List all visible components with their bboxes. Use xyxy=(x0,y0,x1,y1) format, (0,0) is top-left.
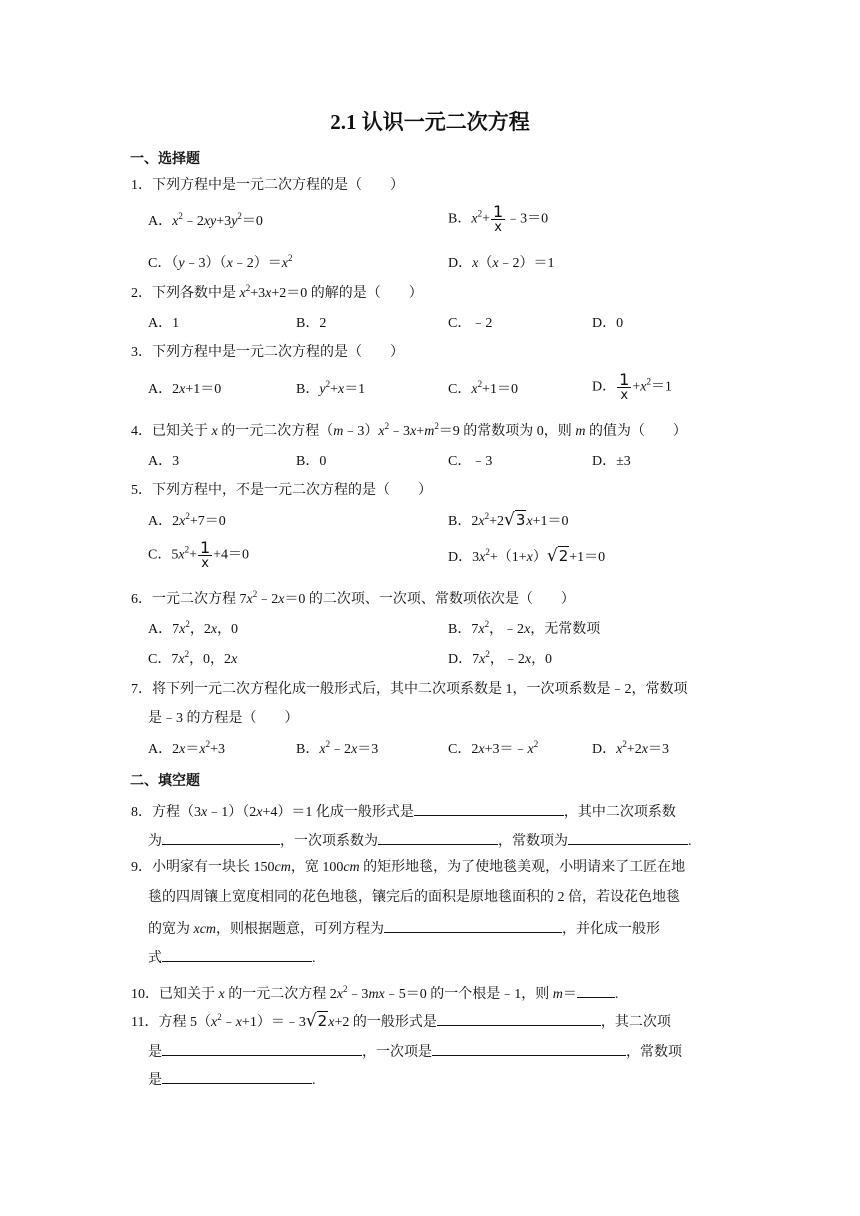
q2-stem: 2．下列各数中是 $x^2+3x+2=0$ 的解的是（ ） xyxy=(131,283,423,301)
answer-blank[interactable] xyxy=(162,829,280,845)
q6-option-b: B．$7x^2$，﹣2x，无常数项 xyxy=(448,619,601,637)
q9-line2: 毯的四周镶上宽度相同的花色地毯，镶完后的面积是原地毯面积的 2 倍，若设花色地毯 xyxy=(148,890,680,905)
q2-option-c: C．﹣2 xyxy=(448,316,493,331)
q5-stem: 5．下列方程中，不是一元二次方程的是（ ） xyxy=(131,483,432,498)
q4-option-a: A．3 xyxy=(148,454,180,469)
answer-blank[interactable] xyxy=(378,829,498,845)
q5-option-d: D．$3x^2+(1+x)√2+1=0$ xyxy=(448,546,606,566)
q8-line2: 为 ，一次项系数为 ，常数项为 . xyxy=(148,829,692,852)
q1-option-b: B．$x^2+$ $\frac{1}{x}$ ﹣3＝0 xyxy=(448,202,549,235)
fraction: $\frac{1}{x}$ xyxy=(492,202,504,235)
sqrt-symbol: √2 xyxy=(305,1011,328,1031)
answer-blank[interactable] xyxy=(568,829,688,845)
answer-blank[interactable] xyxy=(577,982,615,998)
sqrt-symbol: √2 xyxy=(546,546,569,566)
q5-option-c: C．$5x^2+$ $\frac{1}{x}$ +4＝0 xyxy=(148,538,250,571)
q1-option-a: A．$x^2﹣2xy+3y^2=0$ xyxy=(148,211,263,229)
q11-line1: 11．方程 $5(x^2﹣x+1)=﹣3√2x+2$ 的一般形式是 ，其二次项 xyxy=(131,1011,671,1031)
q8-line1: 8．方程（3x﹣1）（2x+4）＝1 化成一般形式是 ，其中二次项系数 xyxy=(131,800,676,823)
q4-option-c: C．﹣3 xyxy=(448,454,493,469)
q3-option-d: D． $\frac{1}{x}$ $+x^2=1$ xyxy=(592,370,672,403)
q4-option-d: D．±3 xyxy=(592,454,631,469)
q11-line2: 是 ，一次项是 ，常数项 xyxy=(148,1040,682,1063)
q5-option-b: B．$2x^2+2√3x+1=0$ xyxy=(448,510,569,530)
section-heading-choice: 一、选择题 xyxy=(130,152,200,167)
q4-option-b: B．0 xyxy=(296,454,327,469)
q1-stem: 1．下列方程中是一元二次方程的是（ ） xyxy=(131,178,404,193)
q6-option-d: D．$7x^2$，﹣2x，0 xyxy=(448,649,553,667)
q1-option-c: C．$(y﹣3)(x﹣2)=x^2$ xyxy=(148,253,293,271)
page-title: 2.1 认识一元二次方程 xyxy=(330,110,530,134)
answer-blank[interactable] xyxy=(162,1068,312,1084)
section-heading-fill: 二、填空题 xyxy=(130,774,200,789)
answer-blank[interactable] xyxy=(384,917,562,933)
q3-stem: 3．下列方程中是一元二次方程的是（ ） xyxy=(131,345,404,360)
q3-option-b: B．$y^2+x=1$ xyxy=(296,379,366,397)
q3-option-c: C．$x^2+1=0$ xyxy=(448,379,518,397)
q11-line3: 是 . xyxy=(148,1068,316,1091)
answer-blank[interactable] xyxy=(162,946,312,962)
q7-option-d: D．$x^2+2x=3$ xyxy=(592,739,669,757)
q7-option-c: C．$2x+3=﹣x^2$ xyxy=(448,739,539,757)
q4-stem: 4．已知关于 x 的一元二次方程$(m﹣3)x^2﹣3x+m^2=9$ 的常数项为 0，则 m 的值为（ ） xyxy=(131,421,687,439)
q7-option-a: A．$2x=x^2+3$ xyxy=(148,739,225,757)
q5-option-a: A．$2x^2+7=0$ xyxy=(148,511,226,529)
answer-blank[interactable] xyxy=(437,1010,601,1026)
q7-stem-line1: 7．将下列一元二次方程化成一般形式后，其中二次项系数是 1，一次项系数是﹣2，常数项 xyxy=(131,682,688,697)
q6-stem: 6．一元二次方程 $7x^2﹣2x=0$ 的二次项、一次项、常数项依次是（ ） xyxy=(131,589,575,607)
answer-blank[interactable] xyxy=(162,1040,362,1056)
q3-option-a: A．2x+1＝0 xyxy=(148,382,222,397)
q2-option-b: B．2 xyxy=(296,316,327,331)
answer-blank[interactable] xyxy=(432,1040,626,1056)
q6-option-a: A．$7x^2$，2x，0 xyxy=(148,619,239,637)
q6-option-c: C．$7x^2$，0，2x xyxy=(148,649,238,667)
q1-option-d: D．x（x﹣2）＝1 xyxy=(448,256,555,271)
q9-line1: 9．小明家有一块长 150cm，宽 100cm 的矩形地毯，为了使地毯美观，小明请来了工匠在地 xyxy=(131,860,686,875)
q2-option-a: A．1 xyxy=(148,316,180,331)
q10-line1: 10．已知关于 x 的一元二次方程 $2x^2﹣3mx﹣5=0$ 的一个根是﹣1，则 m＝ . xyxy=(131,984,619,1002)
fraction: $\frac{1}{x}$ xyxy=(619,370,630,403)
fraction: $\frac{1}{x}$ xyxy=(199,538,211,571)
sqrt-symbol: √3 xyxy=(503,510,526,530)
q7-option-b: B．$x^2﹣2x=3$ xyxy=(296,739,379,757)
answer-blank[interactable] xyxy=(414,800,564,816)
q2-option-d: D．0 xyxy=(592,316,624,331)
q9-line3: 的宽为 xcm，则根据题意，可列方程为 ，并化成一般形 xyxy=(148,917,660,940)
q9-line4: 式 . xyxy=(148,946,316,969)
q7-stem-line2: 是﹣3 的方程是（ ） xyxy=(148,711,299,726)
